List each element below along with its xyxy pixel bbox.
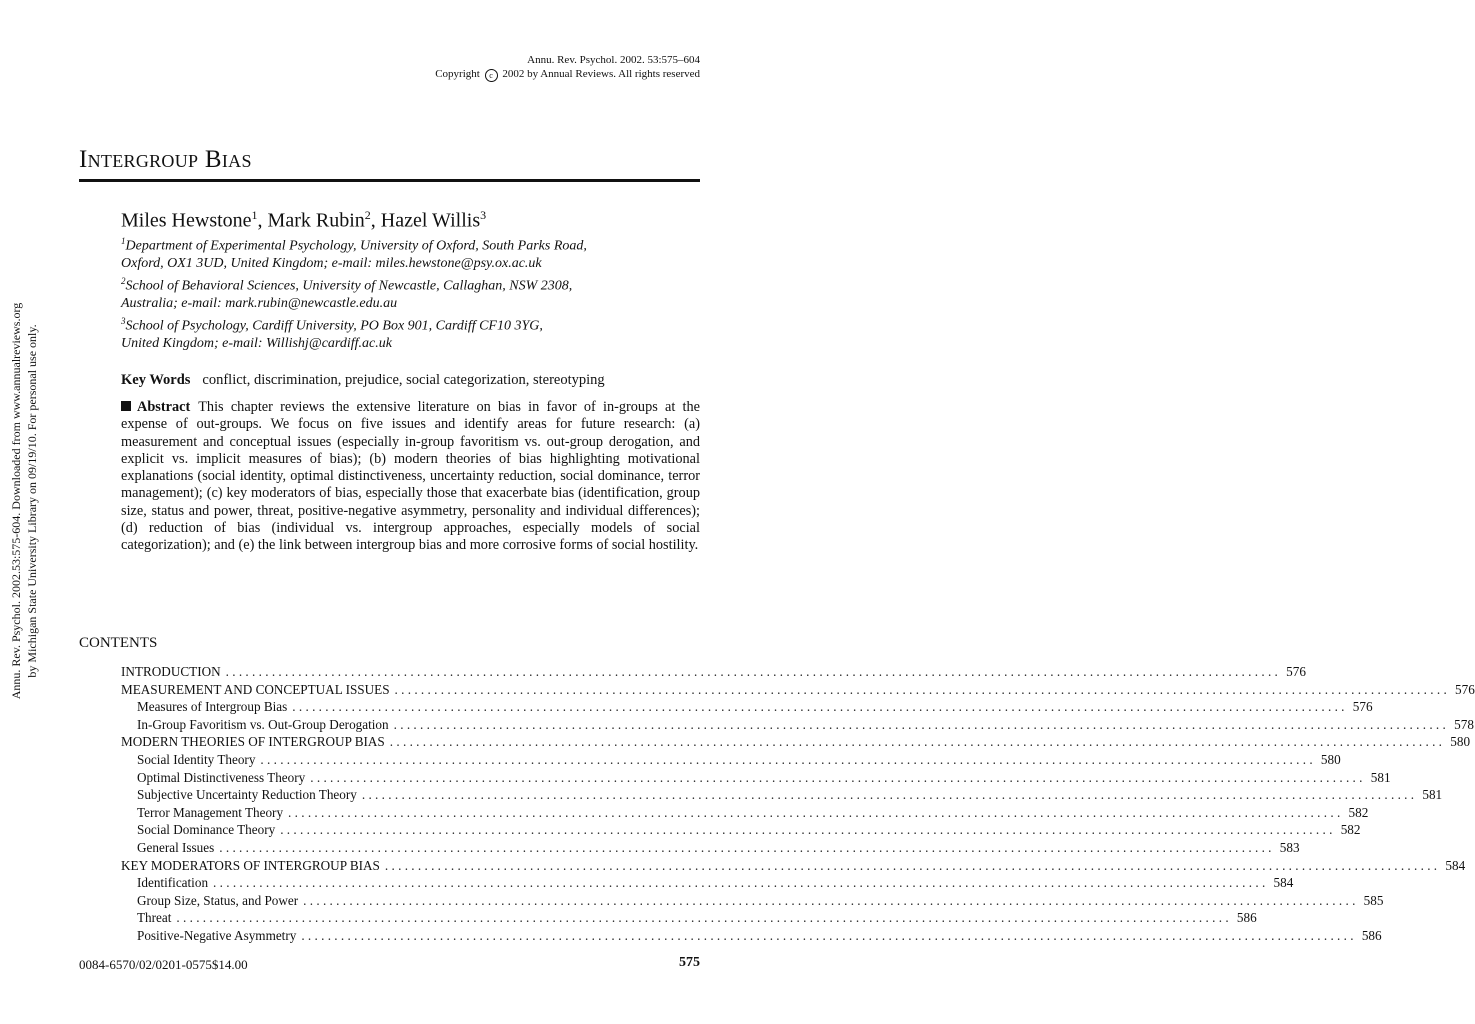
- copyright-line: [435, 67, 700, 82]
- toc-entry-label: Optimal Distinctiveness Theory: [137, 769, 306, 785]
- article-code: 0084-6570/02/0201-0575$14.00: [79, 957, 248, 972]
- toc-leader-dots: ................................................................................................................................................................: [384, 857, 1441, 873]
- toc-subsection[interactable]: [121, 804, 1369, 823]
- toc-entry-page: 582: [1348, 804, 1369, 820]
- toc-entry-label: MEASUREMENT AND CONCEPTUAL ISSUES: [121, 681, 390, 697]
- toc-subsection[interactable]: [121, 892, 1384, 911]
- keywords-label: Key Words: [121, 372, 191, 388]
- toc-section[interactable]: [121, 734, 1471, 752]
- author-separator: ,: [370, 209, 381, 232]
- toc-subsection[interactable]: [121, 787, 1443, 805]
- toc-leader-dots: ................................................................................................................................................................: [303, 892, 1359, 908]
- toc-entry-page: 576: [1455, 681, 1475, 697]
- toc-entry-label: Positive-Negative Asymmetry: [137, 927, 297, 943]
- toc-subsection[interactable]: [121, 769, 1391, 788]
- toc-section[interactable]: [121, 857, 1466, 876]
- affiliation-line: [121, 313, 721, 335]
- toc-leader-dots: ................................................................................................................................................................: [260, 751, 1316, 767]
- affil-mark: 2: [121, 275, 126, 286]
- title-rule: [79, 179, 700, 182]
- toc-entry-page: 576: [1352, 699, 1373, 715]
- toc-entry-label: General Issues: [137, 839, 215, 855]
- toc-leader-dots: ................................................................................................................................................................: [213, 875, 1269, 891]
- abstract-label: Abstract: [137, 399, 191, 415]
- affiliation-line: Oxford, OX1 3UD, United Kingdom; e-mail: miles.hewstone@psy.ox.ac.uk: [121, 256, 542, 272]
- affiliation-line: [121, 273, 721, 295]
- toc-entry-label: In-Group Favoritism vs. Out-Group Derogation: [137, 716, 389, 732]
- author-name: Mark Rubin: [267, 209, 365, 232]
- toc-leader-dots: ................................................................................................................................................................: [301, 927, 1357, 943]
- toc-entry-label: Identification: [137, 875, 209, 891]
- table-of-contents: [121, 664, 1475, 946]
- toc-entry-page: 586: [1236, 910, 1257, 926]
- citation-line: Annu. Rev. Psychol. 2002. 53:575–604: [527, 54, 700, 66]
- toc-entry-label: Measures of Intergroup Bias: [137, 699, 288, 715]
- toc-leader-dots: ................................................................................................................................................................: [219, 839, 1275, 855]
- author-separator: ,: [257, 209, 268, 232]
- toc-subsection[interactable]: [121, 910, 1257, 928]
- toc-entry-label: KEY MODERATORS OF INTERGROUP BIAS: [121, 857, 380, 873]
- toc-entry-page: 585: [1363, 892, 1384, 908]
- affil-mark: 3: [121, 315, 126, 326]
- toc-entry-page: 584: [1273, 875, 1294, 891]
- toc-leader-dots: ................................................................................................................................................................: [394, 681, 1451, 697]
- watermark-line: by Michigan State University Library on 09/19/10. For personal use only.: [25, 324, 39, 678]
- toc-entry-page: 578: [1454, 716, 1474, 732]
- affiliation-line: [121, 233, 721, 255]
- abstract: [121, 399, 700, 555]
- toc-entry-page: 583: [1279, 839, 1300, 855]
- toc-subsection[interactable]: [121, 927, 1382, 946]
- toc-entry-page: 576: [1286, 664, 1306, 679]
- toc-entry-label: MODERN THEORIES OF INTERGROUP BIAS: [121, 734, 385, 750]
- affil-text: School of Behavioral Sciences, University of Newcastle, Callaghan, NSW 2308,: [125, 278, 573, 294]
- copyright-suffix: 2002 by Annual Reviews. All rights reserved: [502, 68, 700, 80]
- toc-leader-dots: ................................................................................................................................................................: [393, 716, 1450, 732]
- affiliation-line: Australia; e-mail: mark.rubin@newcastle.edu.au: [121, 296, 398, 312]
- toc-entry-label: INTRODUCTION: [121, 664, 221, 679]
- toc-leader-dots: ................................................................................................................................................................: [292, 699, 1348, 715]
- toc-entry-page: 584: [1445, 857, 1466, 873]
- copyright-icon: c: [485, 69, 498, 82]
- toc-leader-dots: ................................................................................................................................................................: [225, 664, 1282, 679]
- toc-entry-label: Terror Management Theory: [137, 804, 284, 820]
- toc-leader-dots: ................................................................................................................................................................: [361, 787, 1418, 803]
- toc-subsection[interactable]: [121, 699, 1373, 717]
- toc-leader-dots: ................................................................................................................................................................: [288, 804, 1344, 820]
- author-name: Hazel Willis: [380, 209, 481, 232]
- contents-heading: CONTENTS: [79, 635, 158, 651]
- author-name: Miles Hewstone: [121, 209, 252, 232]
- toc-subsection[interactable]: [121, 751, 1341, 770]
- toc-entry-page: 581: [1422, 787, 1443, 803]
- toc-subsection[interactable]: [121, 875, 1294, 893]
- download-watermark: [8, 296, 50, 706]
- author-list: [121, 208, 486, 233]
- copyright-prefix: Copyright: [435, 68, 480, 80]
- keywords-text: conflict, discrimination, prejudice, social categorization, stereotyping: [202, 372, 605, 388]
- abstract-text: This chapter reviews the extensive literature on bias in favor of in-groups at the expense of out-groups. We focus on five issues and identify areas for future research: (a) measurement and conceptual issues (especially in-group favoritism vs. out-group derogation, and explicit vs. implicit measures of bias); (b) modern theories of bias highlighting motivational explanations (social identity, optimal distinctiveness, uncertainty reduction, social dominance, terror management); (c) key moderators of bias, especially those that exacerbate bias (identification, group size, status and power, threat, positive-negative asymmetry, personality and individual differences); (d) reduction of bias (individual vs. intergroup approaches, especially models of social categorization); and (e) the link between intergroup bias and more corrosive forms of social hostility.: [121, 399, 700, 554]
- affiliation-list: [121, 233, 721, 353]
- toc-entry-label: Group Size, Status, and Power: [137, 892, 299, 908]
- toc-subsection[interactable]: [121, 839, 1300, 858]
- toc-leader-dots: ................................................................................................................................................................: [310, 769, 1366, 785]
- watermark-line: Annu. Rev. Psychol. 2002.53:575-604. Downloaded from www.annualreviews.org: [9, 302, 23, 700]
- author-affil-mark: 3: [480, 208, 487, 222]
- toc-subsection[interactable]: [121, 822, 1361, 840]
- journal-header: [435, 53, 700, 82]
- toc-entry-page: 581: [1370, 769, 1391, 785]
- author-affil-mark: 2: [364, 208, 371, 222]
- toc-entry-page: 586: [1361, 927, 1382, 943]
- toc-entry-label: Social Identity Theory: [137, 751, 256, 767]
- affil-text: Department of Experimental Psychology, University of Oxford, South Parks Road,: [125, 238, 587, 254]
- toc-entry-page: 582: [1340, 822, 1361, 838]
- toc-entry-label: Social Dominance Theory: [137, 822, 276, 838]
- toc-section[interactable]: [121, 664, 1306, 682]
- toc-leader-dots: ................................................................................................................................................................: [176, 910, 1232, 926]
- toc-entry-page: 580: [1450, 734, 1471, 750]
- toc-entry-label: Subjective Uncertainty Reduction Theory: [137, 787, 357, 803]
- page-number: 575: [679, 955, 700, 970]
- affil-mark: 1: [121, 236, 126, 246]
- toc-leader-dots: ................................................................................................................................................................: [389, 734, 1446, 750]
- affil-text: School of Psychology, Cardiff University, PO Box 901, Cardiff CF10 3YG,: [125, 318, 543, 334]
- toc-entry-label: Threat: [137, 910, 172, 926]
- toc-subsection[interactable]: [121, 716, 1474, 735]
- toc-entry-page: 580: [1320, 751, 1341, 767]
- toc-leader-dots: ................................................................................................................................................................: [280, 822, 1336, 838]
- keywords-line: [121, 372, 605, 389]
- affiliation-line: United Kingdom; e-mail: Willishj@cardiff.ac.uk: [121, 335, 392, 351]
- article-title: Intergroup Bias: [79, 146, 252, 173]
- author-affil-mark: 1: [251, 208, 258, 222]
- square-bullet-icon: [121, 401, 131, 411]
- toc-section[interactable]: [121, 681, 1475, 700]
